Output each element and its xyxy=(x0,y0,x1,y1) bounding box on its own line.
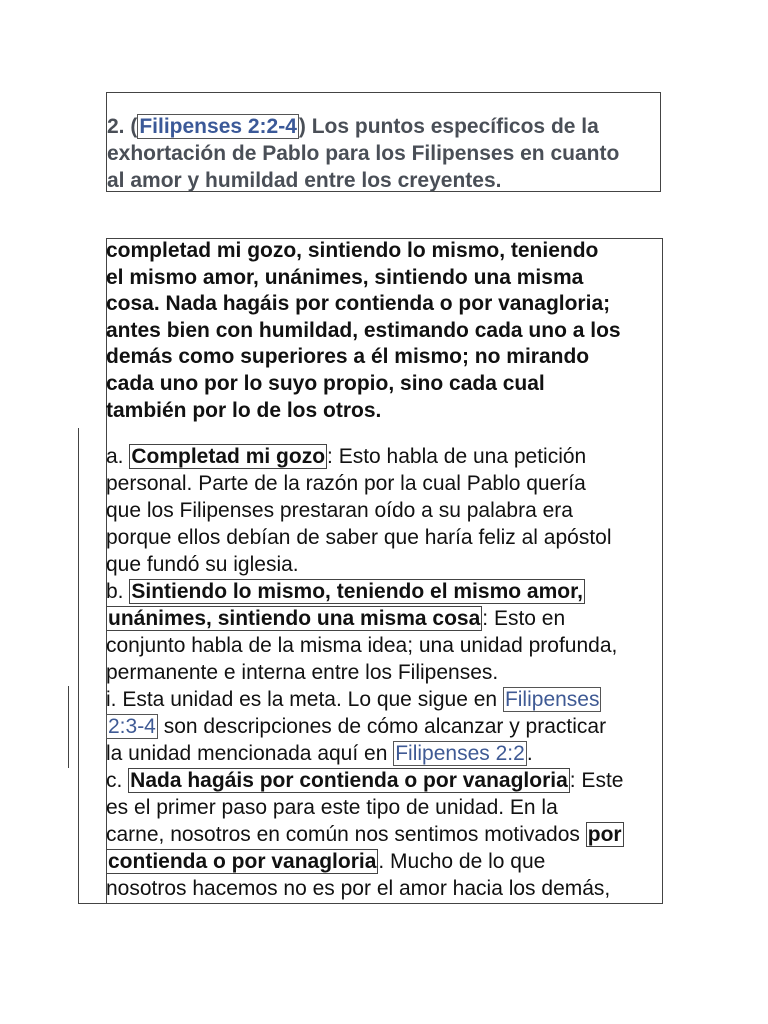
verse-line: antes bien con humildad, estimando cada uno a los xyxy=(106,318,621,342)
point-c-line-2: es el primer paso para este tipo de unidad. En la xyxy=(106,796,558,819)
scripture-link-filipenses-2-3-4[interactable]: Filipenses xyxy=(504,688,600,711)
subpoint-i-text: . xyxy=(526,742,533,765)
subpoint-i-text: i. Esta unidad es la meta. Lo que sigue en xyxy=(106,688,503,711)
scripture-link-filipenses-2-3-4-cont[interactable]: 2:3-4 xyxy=(108,715,156,738)
point-a-text: : Esto habla de una petición xyxy=(327,445,587,468)
verse-line: el mismo amor, unánimes, sintiendo una misma xyxy=(106,265,584,289)
list-marker: a. xyxy=(106,445,130,468)
subpoint-i-line-1 xyxy=(106,686,624,713)
subpoint-i-line-2 xyxy=(106,713,624,740)
point-c-line-4 xyxy=(106,848,624,875)
point-c-emphasis-part-2: contienda o por vanagloria xyxy=(108,850,377,873)
verse-line: también por lo de los otros. xyxy=(106,398,382,422)
point-a-line-2: personal. Parte de la razón por la cual Pablo quería xyxy=(106,472,586,495)
point-a-line-3: que los Filipenses prestaran oído a su palabra era xyxy=(106,499,573,522)
point-c-emphasis-part-1: por xyxy=(587,823,622,846)
point-b-text: : Esto en xyxy=(482,607,566,630)
verse-line: completad mi gozo, sintiendo lo mismo, teniendo xyxy=(106,239,599,262)
scripture-link-filipenses-2-2-4[interactable]: Filipenses 2:2-4 xyxy=(139,115,297,138)
verse-quote xyxy=(106,238,621,424)
left-margin-line xyxy=(78,428,79,904)
heading-text: ) Los puntos específicos de la xyxy=(298,115,599,138)
point-b-title-part-1: Sintiendo lo mismo, teniendo el mismo amor, xyxy=(131,580,583,603)
heading-prefix: 2. ( xyxy=(107,115,138,138)
list-marker: b. xyxy=(106,580,130,603)
point-b-line-1 xyxy=(106,578,624,605)
point-b-line-3: conjunto habla de la misma idea; una unidad profunda, xyxy=(106,634,618,657)
heading-line-2: exhortación de Pablo para los Filipenses en cuanto xyxy=(107,142,620,165)
point-c-text: . Mucho de lo que xyxy=(378,850,546,873)
verse-line: cosa. Nada hagáis por contienda o por vanagloria; xyxy=(106,292,611,316)
point-b-line-4: permanente e interna entre los Filipenses. xyxy=(106,661,499,684)
commentary-body xyxy=(106,443,624,902)
verse-line: demás como superiores a él mismo; no mirando xyxy=(106,345,590,369)
verse-line: cada uno por lo suyo propio, sino cada cual xyxy=(106,371,545,395)
point-c-title: Nada hagáis por contienda o por vanagloria xyxy=(130,769,568,792)
point-c-line-1 xyxy=(106,767,624,794)
section-heading xyxy=(106,92,661,192)
bottom-border xyxy=(78,903,662,904)
scripture-link-filipenses-2-2[interactable]: Filipenses 2:2 xyxy=(395,742,525,765)
point-c-text: : Este xyxy=(569,769,624,792)
point-a-line-1 xyxy=(106,443,624,470)
point-a-title: Completad mi gozo xyxy=(131,445,326,468)
subpoint-i-text: la unidad mencionada aquí en xyxy=(106,742,394,765)
list-marker: c. xyxy=(106,769,129,792)
point-b-title-part-2: unánimes, sintiendo una misma cosa xyxy=(108,607,481,630)
left-margin-line xyxy=(68,686,69,768)
subpoint-i-line-3 xyxy=(106,740,624,767)
point-a-line-4: porque ellos debían de saber que haría feliz al apóstol xyxy=(106,526,612,549)
point-c-line-3 xyxy=(106,821,624,848)
point-c-line-5: nosotros hacemos no es por el amor hacia los demás, xyxy=(106,877,611,900)
point-a-line-5: que fundó su iglesia. xyxy=(106,553,299,576)
heading-line-1 xyxy=(107,113,660,140)
heading-line-3: al amor y humildad entre los creyentes. xyxy=(107,169,502,192)
point-c-text: carne, nosotros en común nos sentimos motivados xyxy=(106,823,586,846)
point-b-line-2 xyxy=(106,605,624,632)
subpoint-i-text: son descripciones de cómo alcanzar y practicar xyxy=(157,715,607,738)
